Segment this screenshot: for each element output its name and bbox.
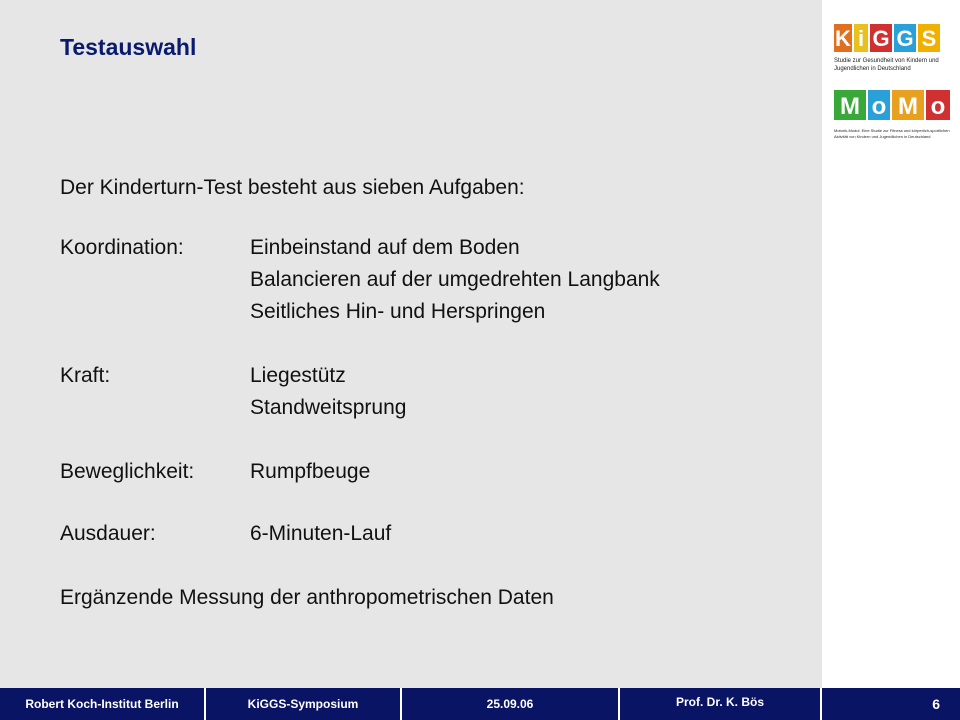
svg-text:G: G — [872, 26, 890, 51]
footer-bar — [0, 688, 960, 720]
footer-event: KiGGS-Symposium — [247, 697, 359, 711]
page-number: 6 — [932, 696, 940, 712]
footer-institute: Robert Koch-Institut Berlin — [25, 697, 179, 711]
svg-text:i: i — [857, 26, 865, 51]
slide-title: Testauswahl — [60, 34, 197, 60]
momo-logo — [834, 88, 954, 146]
intro-text: Der Kinderturn-Test besteht aus sieben Aufgaben: — [60, 176, 525, 199]
momo-tagline-2: Aktivität von Kindern und Jugendlichen in Deutschland — [834, 134, 931, 139]
svg-text:M: M — [840, 93, 860, 120]
task-item: Rumpfbeuge — [250, 460, 371, 483]
footer-presenter: Prof. Dr. K. Bös — [675, 695, 764, 709]
footer-date: 25.09.06 — [486, 697, 534, 711]
kiggs-logo — [834, 22, 950, 78]
category-koordination: Koordination: — [60, 236, 184, 259]
svg-text:K: K — [835, 26, 851, 51]
category-kraft: Kraft: — [60, 364, 111, 387]
task-item: 6-Minuten-Lauf — [250, 522, 392, 545]
task-item: Balancieren auf der umgedrehten Langbank — [250, 268, 660, 291]
task-item: Einbeinstand auf dem Boden — [250, 236, 520, 259]
task-item: Liegestütz — [250, 364, 346, 387]
kiggs-tagline-2: Jugendlichen in Deutschland — [834, 66, 911, 72]
category-ausdauer: Ausdauer: — [60, 522, 156, 545]
task-item: Standweitsprung — [250, 396, 407, 419]
svg-text:M: M — [898, 93, 918, 120]
svg-text:o: o — [930, 93, 946, 120]
task-item: Seitliches Hin- und Herspringen — [250, 300, 546, 323]
svg-text:S: S — [921, 26, 937, 51]
momo-tagline-1: Motorik-Modul: Eine Studie zur Fitness und körperlich-sportlichen — [834, 128, 950, 133]
category-beweglichkeit: Beweglichkeit: — [60, 460, 195, 483]
svg-text:o: o — [871, 93, 887, 120]
closing-text: Ergänzende Messung der anthropometrischen Daten — [60, 586, 554, 609]
kiggs-tagline-1: Studie zur Gesundheit von Kindern und — [834, 58, 939, 64]
svg-text:G: G — [896, 26, 914, 51]
